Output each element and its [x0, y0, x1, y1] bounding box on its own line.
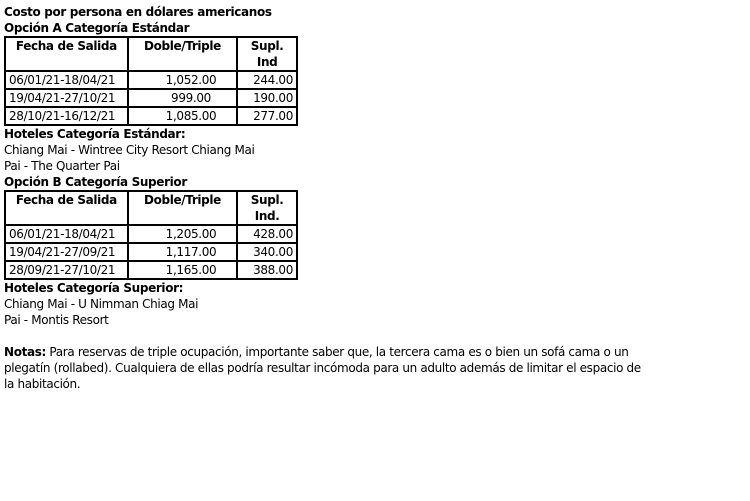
notes-paragraph: [4, 344, 644, 392]
cell-date: 06/01/21-18/04/21: [5, 225, 128, 243]
cell-date: 19/04/21-27/10/21: [5, 89, 128, 107]
document-title: Costo por persona en dólares americanos: [4, 5, 272, 19]
cell-date: 19/04/21-27/09/21: [5, 243, 128, 261]
notes-text: Para reservas de triple ocupación, importante saber que, la tercera cama es o bien un sofá cama o un plegatín (rollabed). Cualquiera de ellas podría resultar incómoda para un adulto además de limitar el espacio de la habitación.: [4, 345, 641, 391]
table-row: [5, 107, 297, 125]
option-a-heading: Opción A Categoría Estándar: [4, 21, 190, 35]
option-b-heading: Opción B Categoría Superior: [4, 175, 187, 189]
cell-single: 190.00: [237, 89, 297, 107]
cell-single: 277.00: [237, 107, 297, 125]
option-b-hotel-item: Pai - Montis Resort: [4, 313, 109, 327]
table-row: [5, 71, 297, 89]
table-header-row: [5, 37, 297, 71]
cell-single: 340.00: [237, 243, 297, 261]
cell-double-triple: 1,165.00: [128, 261, 237, 279]
cell-double-triple: 1,052.00: [128, 71, 237, 89]
cell-single: 428.00: [237, 225, 297, 243]
table-header-row: [5, 191, 297, 225]
notes-label: Notas:: [4, 345, 46, 359]
header-departure-date: Fecha de Salida: [5, 37, 128, 71]
header-double-triple: Doble/Triple: [128, 191, 237, 225]
cell-double-triple: 1,205.00: [128, 225, 237, 243]
cell-date: 28/09/21-27/10/21: [5, 261, 128, 279]
cell-date: 28/10/21-16/12/21: [5, 107, 128, 125]
option-a-hotels-heading: Hoteles Categoría Estándar:: [4, 127, 186, 141]
option-b-table: [4, 190, 298, 280]
option-a-hotel-item: Chiang Mai - Wintree City Resort Chiang Mai: [4, 143, 255, 157]
option-b-hotel-item: Chiang Mai - U Nimman Chiag Mai: [4, 297, 199, 311]
header-double-triple: Doble/Triple: [128, 37, 237, 71]
cell-single: 388.00: [237, 261, 297, 279]
cell-single: 244.00: [237, 71, 297, 89]
cell-double-triple: 999.00: [128, 89, 237, 107]
cell-double-triple: 1,117.00: [128, 243, 237, 261]
table-row: [5, 89, 297, 107]
header-single-supplement: Supl. Ind: [237, 37, 297, 71]
table-row: [5, 261, 297, 279]
option-a-table: [4, 36, 298, 126]
cell-date: 06/01/21-18/04/21: [5, 71, 128, 89]
table-row: [5, 243, 297, 261]
option-a-hotel-item: Pai - The Quarter Pai: [4, 159, 120, 173]
cell-double-triple: 1,085.00: [128, 107, 237, 125]
option-b-hotels-heading: Hoteles Categoría Superior:: [4, 281, 184, 295]
rates-document: [4, 4, 744, 392]
table-row: [5, 225, 297, 243]
header-single-supplement: Supl. Ind.: [237, 191, 297, 225]
header-departure-date: Fecha de Salida: [5, 191, 128, 225]
